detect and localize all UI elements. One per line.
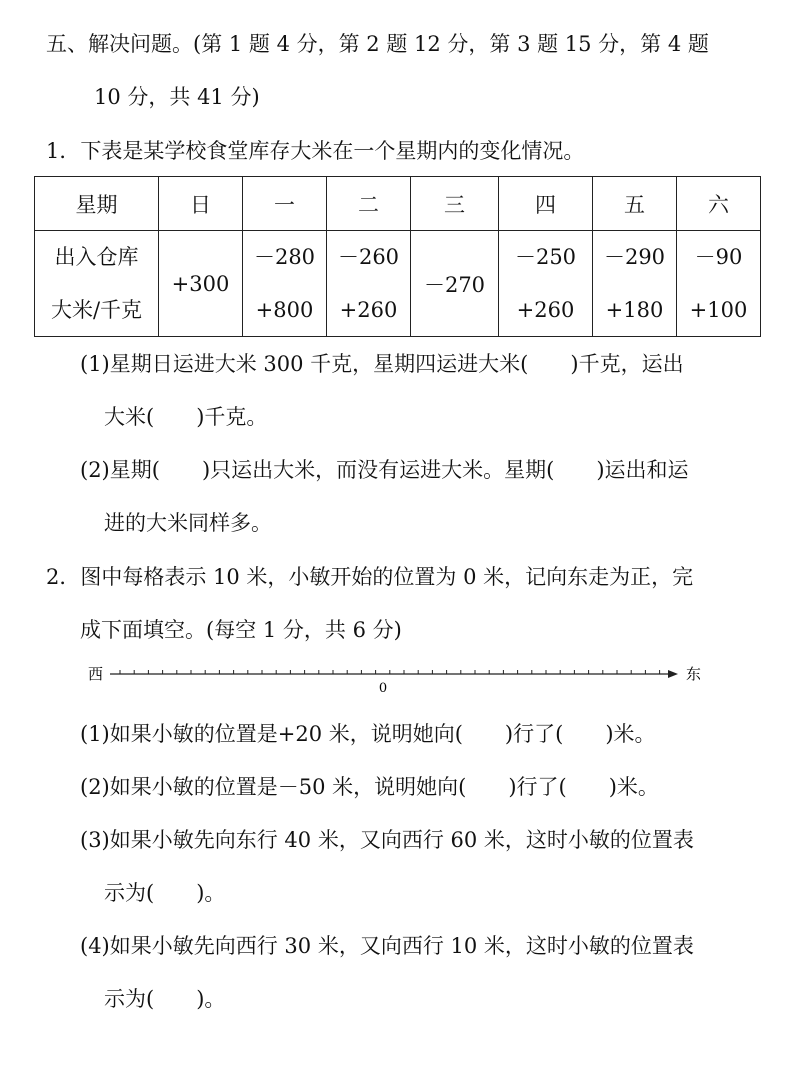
table-cell [411, 231, 499, 337]
table-row [35, 231, 761, 337]
question-2-part-3-continued: 示为( )。 [104, 881, 226, 905]
cell-value: +180 [605, 297, 664, 322]
question-2-title: 2．图中每格表示 10 米，小敏开始的位置为 0 米，记向东走为正，完 [46, 565, 694, 589]
zero-label: 0 [378, 681, 388, 695]
section-title-continued: 10 分，共 41 分) [94, 85, 260, 109]
cell-value: +800 [255, 297, 314, 322]
table-cell [593, 231, 677, 337]
cell-value: －290 [603, 245, 666, 270]
row-label-cell [35, 231, 159, 337]
table-cell [243, 231, 327, 337]
question-2-part-1: (1)如果小敏的位置是+20 米，说明她向( )行了( )米。 [80, 722, 656, 746]
row-label-line: 大米/千克 [50, 297, 143, 322]
table-cell [499, 231, 593, 337]
question-1-part-2: (2)星期( )只运出大米，而没有运进大米。星期( )运出和运 [80, 458, 689, 482]
header-cell: 一 [243, 177, 327, 231]
header-cell: 三 [411, 177, 499, 231]
table-header-row [35, 177, 761, 231]
east-arrow-icon [668, 670, 678, 678]
table-cell [327, 231, 411, 337]
table-cell [677, 231, 761, 337]
number-line-diagram [80, 655, 710, 695]
question-1-part-2-continued: 进的大米同样多。 [104, 511, 272, 535]
cell-value: －270 [423, 272, 486, 297]
cell-value: －250 [514, 245, 577, 270]
question-1-title: 1．下表是某学校食堂库存大米在一个星期内的变化情况。 [46, 139, 585, 163]
row-label-line: 出入仓库 [54, 245, 139, 270]
cell-value: +300 [171, 271, 230, 296]
rice-stock-table [34, 176, 761, 337]
header-cell: 五 [593, 177, 677, 231]
question-2-part-4-continued: 示为( )。 [104, 987, 226, 1011]
cell-value: +260 [516, 297, 575, 322]
question-1-part-1-continued: 大米( )千克。 [104, 405, 268, 429]
east-label: 东 [686, 665, 702, 683]
cell-value: +260 [339, 297, 398, 322]
cell-value: －260 [337, 245, 400, 270]
question-1-part-1: (1)星期日运进大米 300 千克，星期四运进大米( )千克，运出 [80, 352, 684, 376]
section-title: 五、解决问题。(第 1 题 4 分，第 2 题 12 分，第 3 题 15 分，第 4 题 [46, 32, 709, 56]
header-cell: 二 [327, 177, 411, 231]
header-cell: 星期 [35, 177, 159, 231]
question-2-part-3: (3)如果小敏先向东行 40 米，又向西行 60 米，这时小敏的位置表 [80, 828, 694, 852]
header-cell: 四 [499, 177, 593, 231]
header-cell: 六 [677, 177, 761, 231]
cell-value: －90 [694, 245, 743, 270]
question-2-part-4: (4)如果小敏先向西行 30 米，又向西行 10 米，这时小敏的位置表 [80, 934, 694, 958]
table-cell [159, 231, 243, 337]
cell-value: +100 [689, 297, 748, 322]
header-cell: 日 [159, 177, 243, 231]
cell-value: －280 [253, 245, 316, 270]
question-2-title-continued: 成下面填空。(每空 1 分，共 6 分) [80, 618, 402, 642]
west-label: 西 [88, 665, 104, 683]
question-2-part-2: (2)如果小敏的位置是－50 米，说明她向( )行了( )米。 [80, 775, 659, 799]
